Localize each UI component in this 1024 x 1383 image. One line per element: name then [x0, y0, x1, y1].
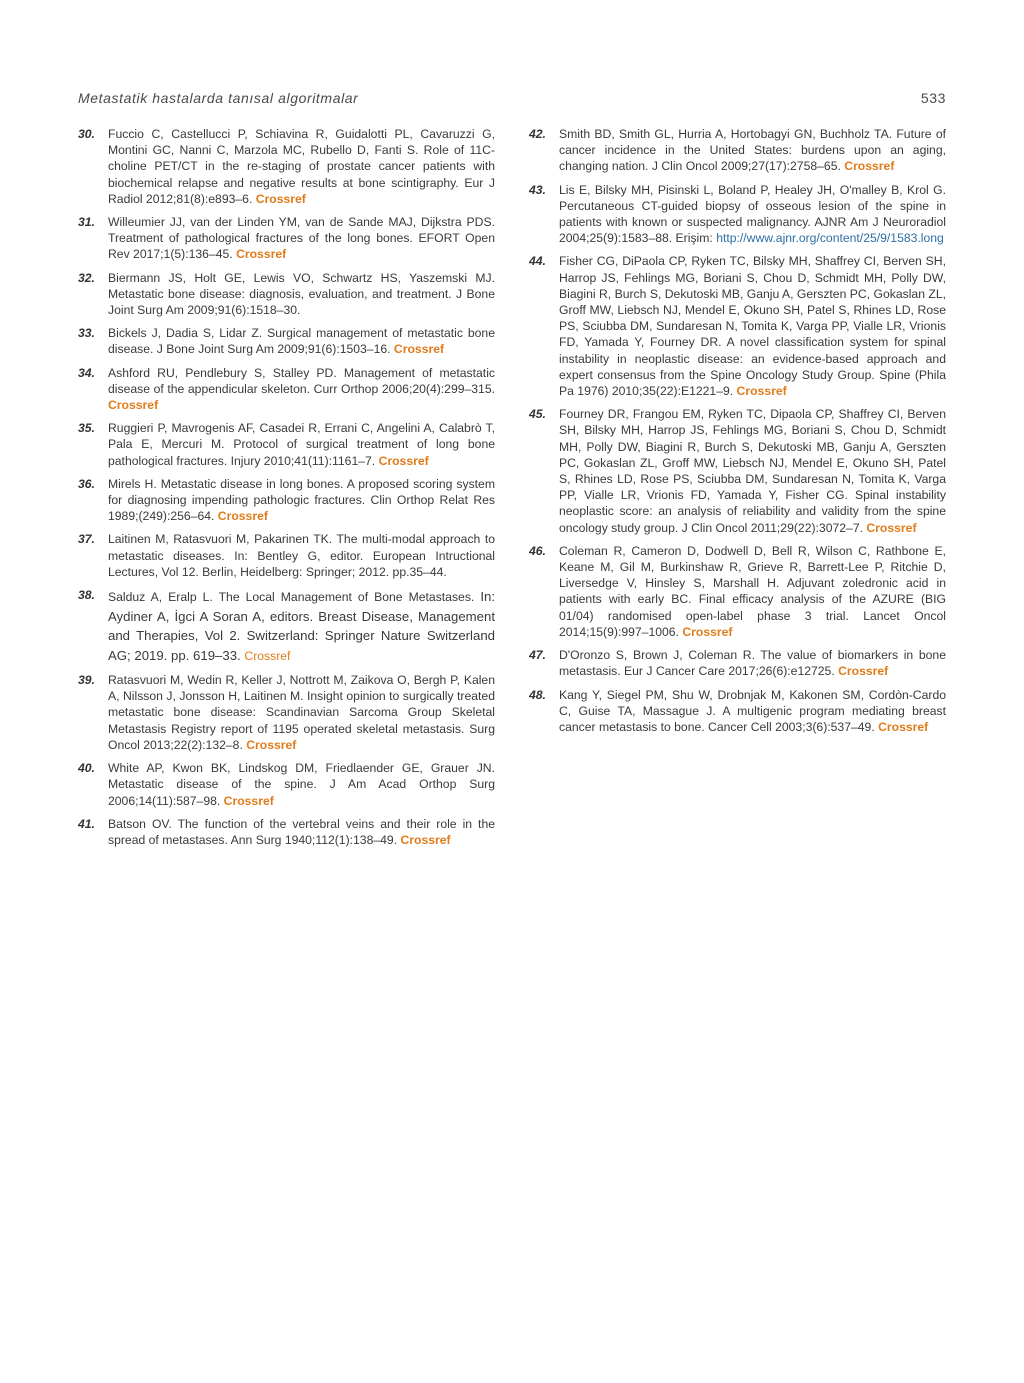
crossref-link[interactable]: Crossref	[223, 793, 274, 808]
reference-item	[78, 587, 495, 665]
reference-number: 46.	[529, 543, 546, 558]
running-header-title: Metastatik hastalarda tanısal algoritmalar	[78, 90, 359, 106]
reference-text: Batson OV. The function of the vertebral veins and their role in the spread of metastases. Ann Surg 1940;112(1):138–49.	[108, 816, 495, 847]
crossref-link[interactable]: Crossref	[244, 648, 291, 663]
reference-text-continued: In: Aydiner A, İgci A Soran A, editors. Breast Disease, Management and Therapies, Vol 2. Switzerland: Springer Nature Switzerland AG; 2019. pp. 619–33.	[108, 589, 495, 663]
reference-item	[529, 182, 946, 247]
reference-number: 36.	[78, 476, 95, 491]
crossref-link[interactable]: Crossref	[378, 453, 429, 468]
reference-item	[78, 126, 495, 207]
reference-text: Ashford RU, Pendlebury S, Stalley PD. Management of metastatic disease of the appendicular skeleton. Curr Orthop 2006;20(4):299–315.	[108, 365, 495, 396]
crossref-link[interactable]: Crossref	[838, 664, 889, 679]
reference-text: Salduz A, Eralp L. The Local Management of Bone Metastases.	[108, 590, 481, 605]
reference-text: Fuccio C, Castellucci P, Schiavina R, Guidalotti PL, Cavaruzzi G, Montini GC, Nanni C, Marzola MC, Rubello D, Fanti S. Role of 11C-choline PET/CT in the re-staging of prostate cancer patients with biochemical relapse and negative results at bone scintigraphy. Eur J Radiol 2012;81(8):e893–6.	[108, 127, 495, 206]
reference-number: 33.	[78, 326, 95, 341]
crossref-link[interactable]: Crossref	[393, 342, 445, 357]
crossref-link[interactable]: Crossref	[217, 509, 268, 524]
reference-item	[78, 760, 495, 809]
reference-item	[529, 253, 946, 399]
crossref-link[interactable]: Crossref	[866, 520, 917, 535]
reference-text: Fourney DR, Frangou EM, Ryken TC, Dipaola CP, Shaffrey CI, Berven SH, Bilsky MH, Harrop JS, Fehlings MG, Boriani S, Chou D, Schmidt MH, Polly DW, Biagini R, Burch S, Dekutoski MB, Ganju A, Gerszten PC, Gokaslan ZL, Groff MW, Liebsch NJ, Mendel E, Okuno SH, Patel S, Rhines LD, Rose PS, Sciubba DM, Sundaresan N, Tomita K, Varga PP, Vialle LR, Vrionis FD, Yamada Y, Fisher CG. Spinal instability neoplastic score: an analysis of reliability and validity from the spine oncology study group. J Clin Oncol 2011;29(22):3072–7.	[559, 407, 946, 535]
reference-text: Biermann JS, Holt GE, Lewis VO, Schwartz HS, Yaszemski MJ. Metastatic bone disease: diagnosis, evaluation, and treatment. J Bone Joint Surg Am 2009;91(6):1518–30.	[108, 270, 495, 318]
reference-number: 30.	[78, 127, 95, 141]
crossref-link[interactable]: Crossref	[108, 398, 159, 413]
reference-number: 38.	[78, 588, 95, 603]
crossref-link[interactable]: Crossref	[736, 384, 787, 399]
reference-item	[529, 687, 946, 736]
reference-item	[78, 365, 495, 414]
reference-number: 48.	[529, 687, 546, 702]
reference-text: Bickels J, Dadia S, Lidar Z. Surgical management of metastatic bone disease. J Bone Joint Surg Am 2009;91(6):1503–16.	[108, 326, 495, 357]
reference-number: 47.	[529, 648, 546, 663]
reference-item	[78, 420, 495, 469]
reference-item	[78, 214, 495, 263]
reference-number: 43.	[529, 182, 546, 197]
reference-text: Mirels H. Metastatic disease in long bones. A proposed scoring system for diagnosing impending pathologic fractures. Clin Orthop Relat Res 1989;(249):256–64.	[108, 476, 495, 524]
reference-number: 34.	[78, 365, 95, 380]
reference-item	[529, 126, 946, 175]
reference-url-link[interactable]: http://www.ajnr.org/content/25/9/1583.long	[716, 231, 944, 246]
reference-text: Coleman R, Cameron D, Dodwell D, Bell R, Wilson C, Rathbone E, Keane M, Gil M, Burkinshaw R, Grieve R, Barrett-Lee P, Ritchie D, Liversedge V, Hinsley S, Marshall H. Adjuvant zoledronic acid in patients with early BC. Final efficacy analysis of the AZURE (BIG 01/04) randomised open-label phase 3 trial. Lancet Oncol 2014;15(9):997–1006.	[559, 543, 946, 639]
reference-text: Laitinen M, Ratasvuori M, Pakarinen TK. The multi-modal approach to metastatic diseases. In: Bentley G, editor. European Intructional Lectures, Vol 12. Berlin, Heidelberg: Springer; 2012. pp.35–44.	[108, 532, 495, 579]
reference-number: 40.	[78, 761, 95, 776]
reference-item	[78, 816, 495, 848]
crossref-link[interactable]: Crossref	[878, 719, 929, 734]
reference-text: Kang Y, Siegel PM, Shu W, Drobnjak M, Kakonen SM, Cordòn-Cardo C, Guise TA, Massague J. A multigenic program mediating breast cancer metastasis to bone. Cancer Cell 2003;3(6):537–49.	[559, 687, 946, 734]
crossref-link[interactable]: Crossref	[236, 247, 287, 262]
references-left-column	[78, 126, 495, 855]
crossref-link[interactable]: Crossref	[682, 624, 733, 639]
page-number: 533	[920, 90, 946, 106]
reference-text: Smith BD, Smith GL, Hurria A, Hortobagyi GN, Buchholz TA. Future of cancer incidence in the United States: burdens upon an aging, changing nation. J Clin Oncol 2009;27(17):2758–65.	[559, 127, 946, 174]
reference-number: 37.	[78, 532, 95, 547]
reference-number: 39.	[78, 673, 95, 688]
reference-number: 35.	[78, 421, 95, 436]
reference-text: Ratasvuori M, Wedin R, Keller J, Nottrott M, Zaikova O, Bergh P, Kalen A, Nilsson J, Jonsson H, Laitinen M. Insight opinion to surgically treated metastatic bone disease: Scandinavian Sarcoma Group Skeletal Metastasis Registry report of 1195 operated skeletal metastasis. Surg Oncol 2013;22(2):132–8.	[108, 673, 495, 752]
reference-item	[78, 325, 495, 357]
reference-text: Fisher CG, DiPaola CP, Ryken TC, Bilsky MH, Shaffrey CI, Berven SH, Harrop JS, Fehlings MG, Boriani S, Chou D, Schmidt MH, Polly DW, Biagini R, Burch S, Dekutoski MB, Ganju A, Gerszten PC, Gokaslan ZL, Groff MW, Liebsch NJ, Mendel E, Okuno SH, Patel S, Rhines LD, Rose PS, Sciubba DM, Sundaresan N, Tomita K, Varga PP, Vialle LR, Vrionis FD, Yamada Y, Fourney DR. A novel classification system for spinal instability in neoplastic disease: an evidence-based approach and expert consensus from the Spine Oncology Study Group. Spine (Phila Pa 1976) 2010;35(22):E1221–9.	[559, 254, 946, 399]
reference-number: 41.	[78, 816, 95, 831]
reference-item	[78, 476, 495, 525]
crossref-link[interactable]: Crossref	[400, 832, 451, 847]
reference-item	[529, 543, 946, 640]
crossref-link[interactable]: Crossref	[255, 191, 306, 206]
reference-item	[529, 647, 946, 679]
reference-item	[78, 270, 495, 319]
reference-number: 31.	[78, 215, 95, 230]
reference-item	[78, 531, 495, 580]
reference-text: Lis E, Bilsky MH, Pisinski L, Boland P, Healey JH, O'malley B, Krol G. Percutaneous CT-guided biopsy of osseous lesion of the spine in patients with known or suspected malignancy. AJNR Am J Neuroradiol 2004;25(9):1583–88. Erişim:	[559, 182, 946, 246]
reference-text: D'Oronzo S, Brown J, Coleman R. The value of biomarkers in bone metastasis. Eur J Cancer Care 2017;26(6):e12725.	[559, 648, 946, 679]
reference-number: 45.	[529, 407, 546, 422]
reference-item	[78, 672, 495, 753]
reference-number: 42.	[529, 127, 546, 141]
reference-item	[529, 406, 946, 536]
crossref-link[interactable]: Crossref	[246, 737, 297, 752]
reference-text: Ruggieri P, Mavrogenis AF, Casadei R, Errani C, Angelini A, Calabrò T, Pala E, Mercuri M. Protocol of surgical treatment of long bone pathological fractures. Injury 2010;41(11):1161–7.	[108, 421, 495, 468]
reference-number: 44.	[529, 254, 546, 269]
crossref-link[interactable]: Crossref	[844, 159, 895, 174]
reference-text: Willeumier JJ, van der Linden YM, van de Sande MAJ, Dijkstra PDS. Treatment of pathological fractures of the long bones. EFORT Open Rev 2017;1(5):136–45.	[108, 215, 495, 262]
reference-text: White AP, Kwon BK, Lindskog DM, Friedlaender GE, Grauer JN. Metastatic disease of the spine. J Am Acad Orthop Surg 2006;14(11):587–98.	[108, 761, 495, 808]
reference-number: 32.	[78, 270, 95, 285]
references-right-column	[529, 126, 946, 742]
